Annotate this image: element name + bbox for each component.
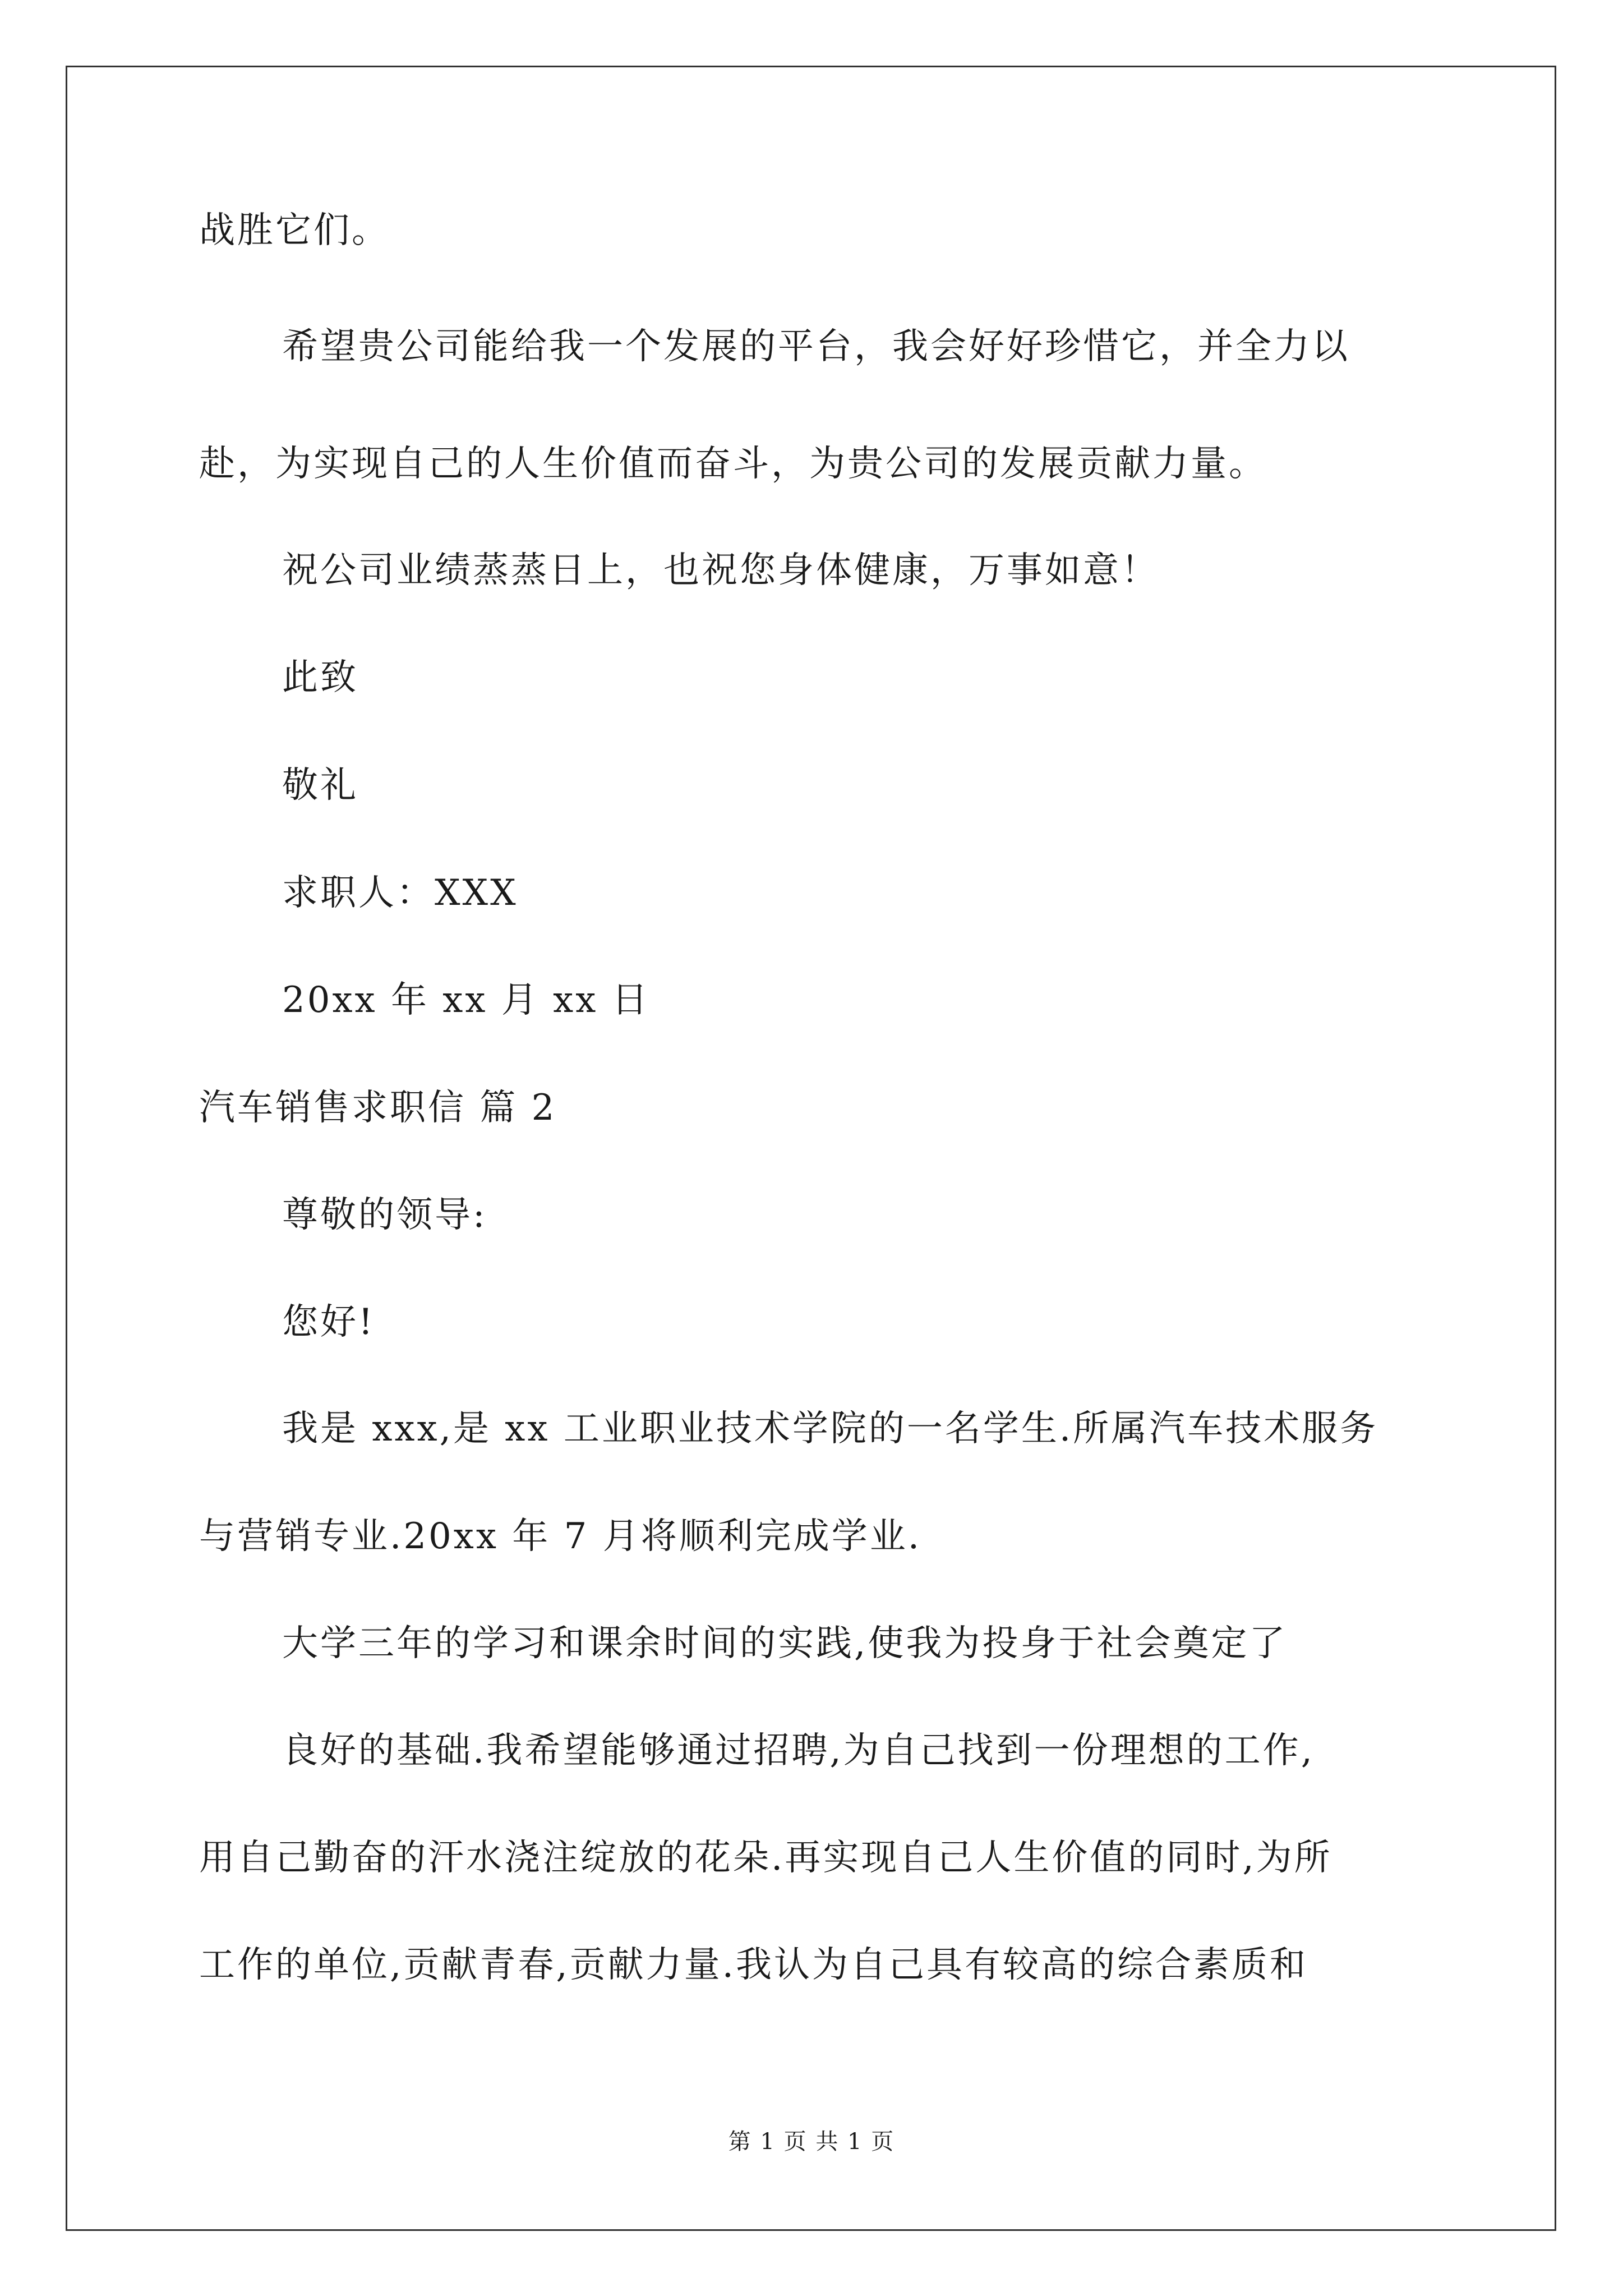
page-border: [66, 66, 1556, 2231]
text-line-1: 战胜它们。: [199, 210, 390, 251]
text-line-2: 希望贵公司能给我一个发展的平台，我会好好珍惜它，并全力以: [282, 326, 1350, 367]
text-line-10: 尊敬的领导:: [282, 1194, 487, 1236]
text-line-15: 良好的基础.我希望能够通过招聘,为自己找到一份理想的工作,: [282, 1730, 1315, 1772]
text-line-13: 与营销专业.20xx 年 7 月将顺利完成学业.: [199, 1516, 922, 1557]
text-line-8: 20xx 年 xx 月 xx 日: [282, 979, 650, 1021]
text-line-6: 敬礼: [282, 765, 358, 806]
text-line-4: 祝公司业绩蒸蒸日上，也祝您身体健康，万事如意！: [282, 550, 1159, 591]
page-footer: 第 1 页 共 1 页: [728, 2129, 895, 2155]
text-line-12: 我是 xxx,是 xx 工业职业技术学院的一名学生.所属汽车技术服务: [282, 1408, 1378, 1450]
text-line-5: 此致: [282, 657, 358, 698]
text-line-14: 大学三年的学习和课余时间的实践,使我为投身于社会奠定了: [282, 1623, 1288, 1664]
text-line-16: 用自己勤奋的汗水浇注绽放的花朵.再实现自己人生价值的同时,为所: [199, 1837, 1332, 1879]
text-line-11: 您好!: [282, 1301, 375, 1343]
text-line-17: 工作的单位,贡献青春,贡献力量.我认为自己具有较高的综合素质和: [199, 1944, 1308, 1986]
text-line-3: 赴，为实现自己的人生价值而奋斗，为贵公司的发展贡献力量。: [199, 443, 1267, 485]
text-line-7: 求职人：XXX: [282, 872, 518, 914]
section-heading: 汽车销售求职信 篇 2: [199, 1087, 557, 1129]
